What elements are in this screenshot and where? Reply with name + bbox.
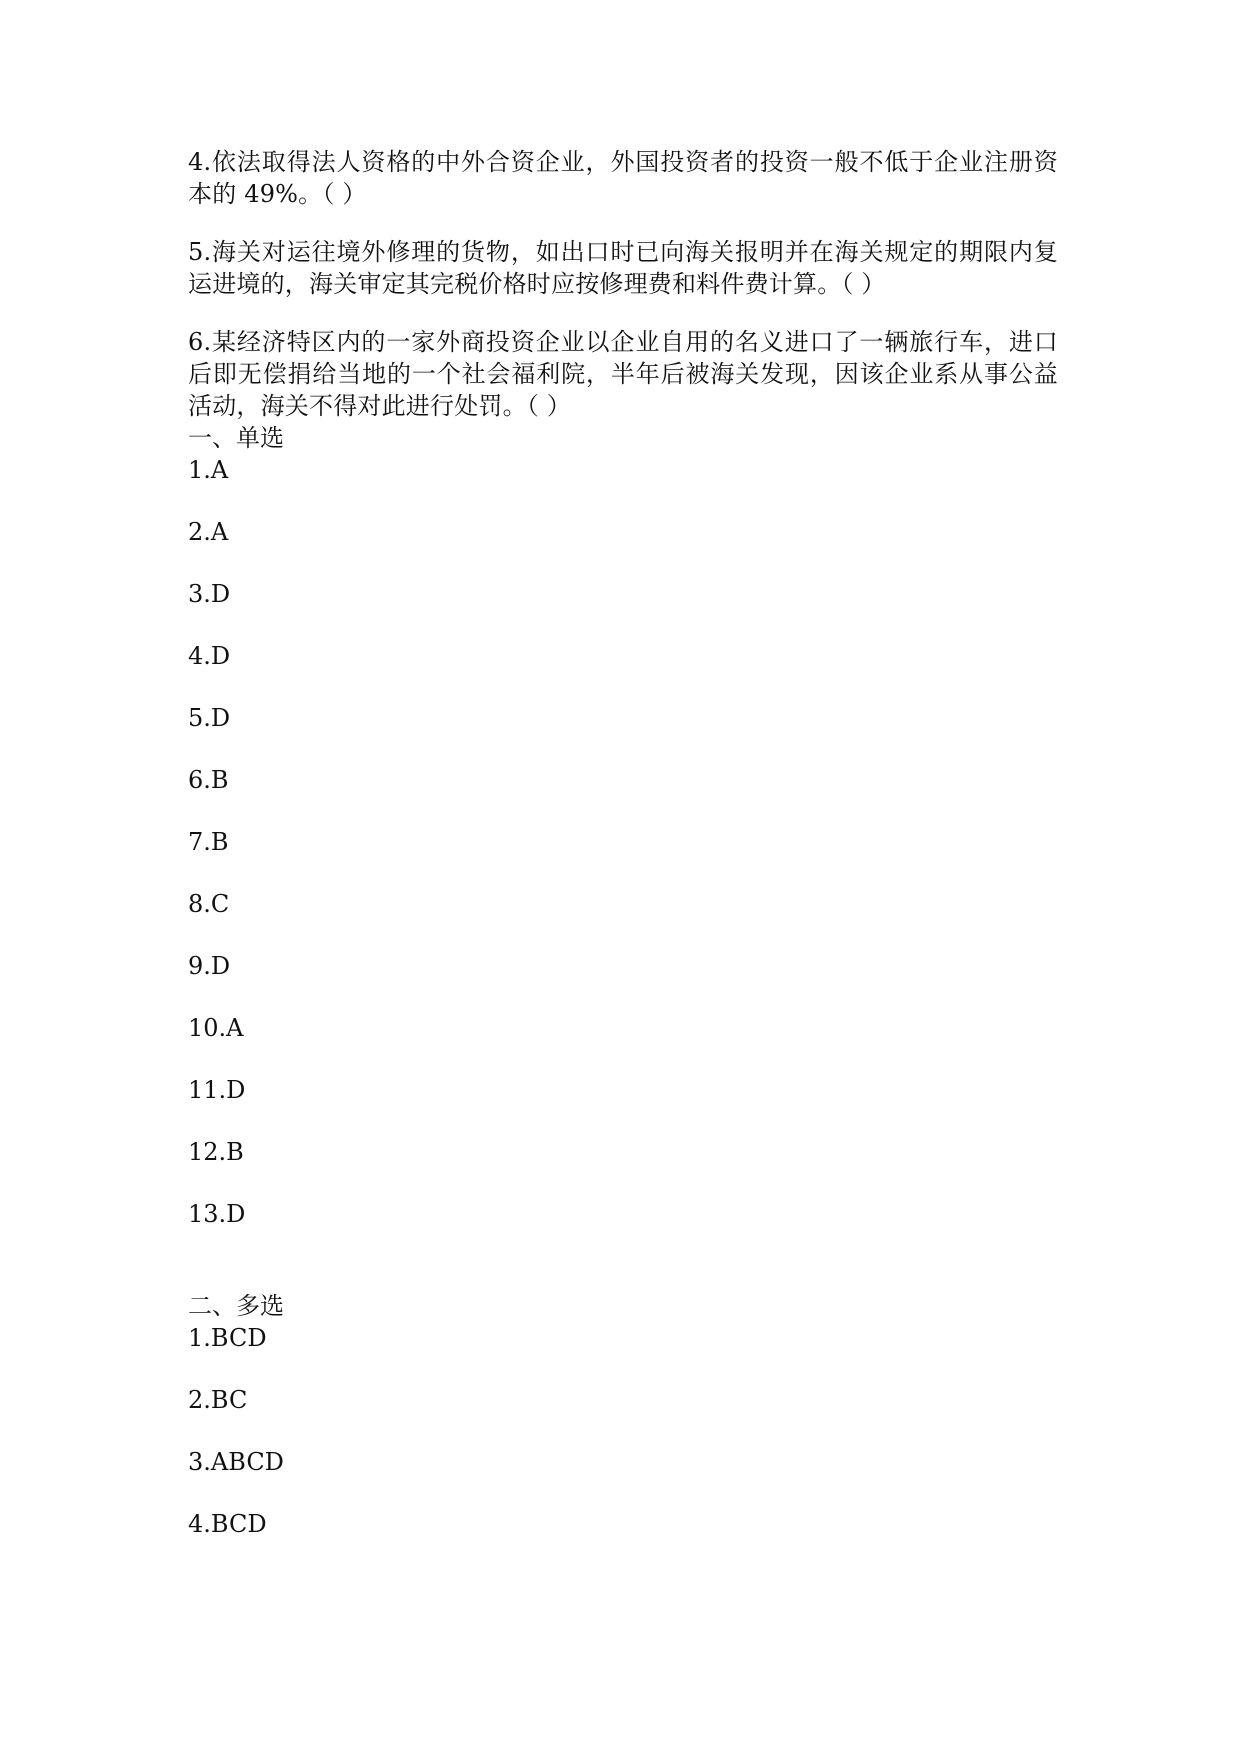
answer-item: 12.B [188,1138,244,1166]
multiple-choice-heading: 二、多选 [188,1292,284,1320]
multiple-choice-answers [188,1322,1058,1540]
answer-item: 4.BCD [188,1510,267,1538]
answer-item: 11.D [188,1076,246,1104]
page-content [188,146,1058,1570]
answer-item: 9.D [188,952,231,980]
section-spacer [188,1230,1058,1290]
single-choice-answers [188,454,1058,1230]
answer-item: 6.B [188,766,229,794]
answer-item: 5.D [188,704,231,732]
answer-item: 10.A [188,1014,244,1042]
answer-item: 8.C [188,890,230,918]
single-choice-heading: 一、单选 [188,424,284,452]
answer-item: 2.BC [188,1386,248,1414]
answer-item: 3.ABCD [188,1448,284,1476]
answer-item: 2.A [188,518,229,546]
answer-item: 3.D [188,580,231,608]
answer-item: 7.B [188,828,229,856]
question-5: 5.海关对运往境外修理的货物，如出口时已向海关报明并在海关规定的期限内复运进境的，海关审定其完税价格时应按修理费和料件费计算。（ ） [188,238,1058,298]
question-6: 6.某经济特区内的一家外商投资企业以企业自用的名义进口了一辆旅行车，进口后即无偿捐给当地的一个社会福利院，半年后被海关发现，因该企业系从事公益活动，海关不得对此进行处罚。（ ） [188,328,1058,420]
question-4: 4.依法取得法人资格的中外合资企业，外国投资者的投资一般不低于企业注册资本的 49%。（ ） [188,148,1058,208]
answer-item: 13.D [188,1200,246,1228]
answer-item: 4.D [188,642,231,670]
answer-item: 1.A [188,456,229,484]
answer-item: 1.BCD [188,1324,267,1352]
